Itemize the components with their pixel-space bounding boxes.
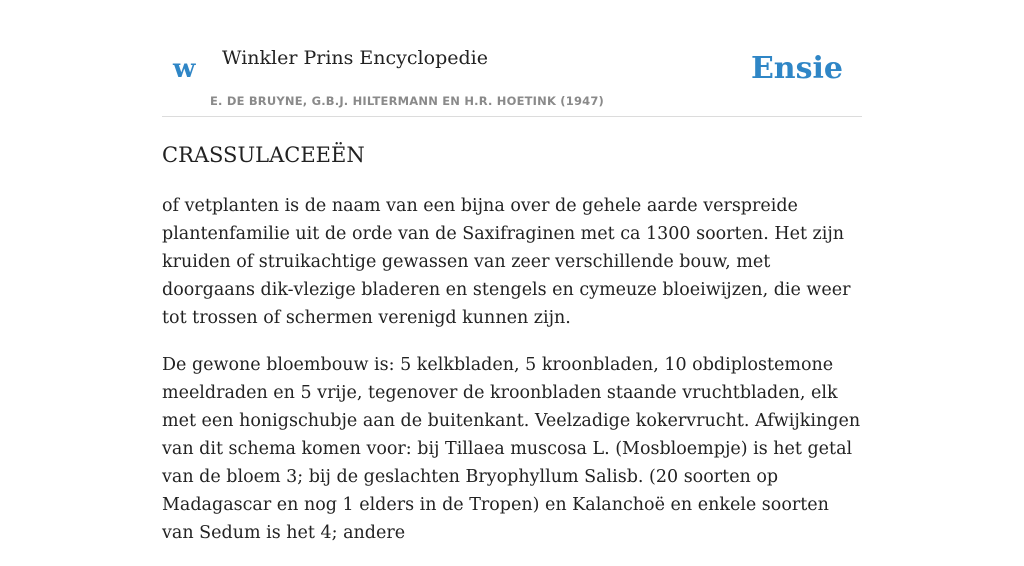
publication-title[interactable]: Winkler Prins Encyclopedie [222, 47, 488, 69]
ensie-brand-logo[interactable]: Ensie [750, 51, 843, 86]
encyclopedia-page [162, 0, 862, 543]
entry-paragraph: of vetplanten is de naam van een bijna over de gehele aarde verspreide plantenfamilie uit de orde van de Saxifraginen met ca 1300 soorten. Het zijn kruiden of struikachtige gewassen van zeer verschillende bouw, met doorgaans dik-vlezige bladeren en stengels en cymeuze bloeiwijzen, die weer tot trossen of schermen verenigd kunnen zijn. [162, 196, 851, 328]
entry-title: CRASSULACEEËN [162, 143, 365, 167]
winkler-prins-logo-icon[interactable]: w [173, 54, 196, 84]
entry-paragraph: De gewone bloembouw is: 5 kelkbladen, 5 kroonbladen, 10 obdiplostemone meeldraden en 5 vrije, tegenover de kroonbladen staande vruchtbladen, elk met een honigschubje aan de buitenkant. Veelzadige kokervrucht. Afwijkingen van dit schema komen voor: bij Tillaea muscosa L. (Mosbloempje) is het getal van de bloem 3; bij de geslachten Bryophyllum Salisb. (20 soorten op Madagascar en nog 1 elders in de Tropen) en Kalanchoë en enkele soorten van Sedum is het 4; andere [162, 355, 861, 543]
site-header [162, 0, 862, 117]
publication-authors: E. DE BRUYNE, G.B.J. HILTERMANN EN H.R. HOETINK (1947) [210, 94, 605, 108]
entry-body [162, 192, 862, 566]
